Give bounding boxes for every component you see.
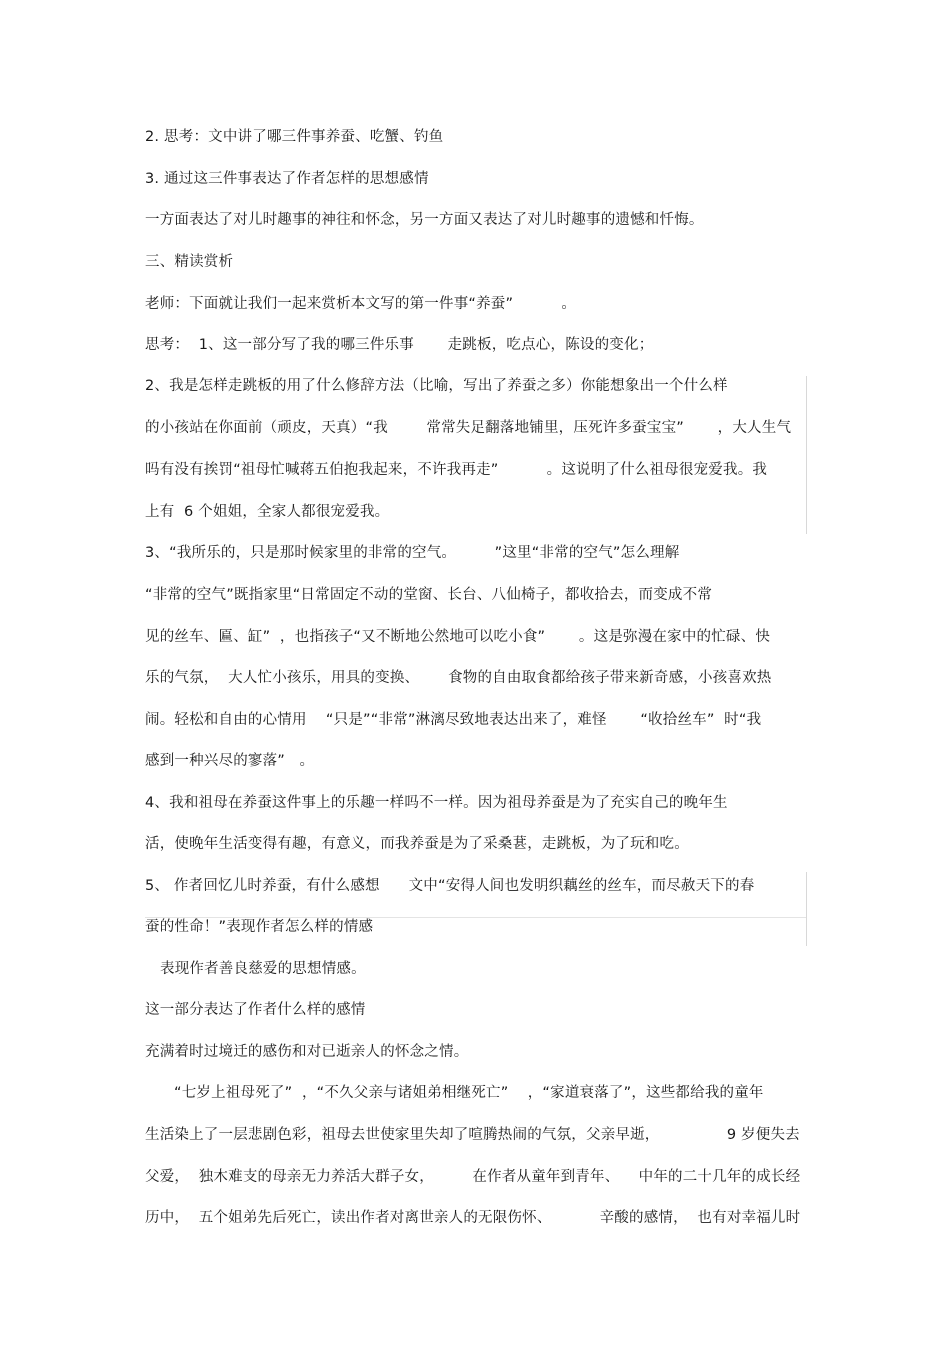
think-5-line-2: 蚕的性命！”表现作者怎么样的情感 <box>145 919 374 935</box>
summary-answer: 充满着时过境迁的感伤和对已逝亲人的怀念之情。 <box>145 1044 469 1060</box>
think-2-line-4: 上有 6 个姐姐，全家人都很宠爱我。 <box>145 504 390 520</box>
summary-question: 这一部分表达了作者什么样的感情 <box>145 1002 366 1018</box>
think-3-line-3: 见的丝车、匾、缸” ，也指孩子“又不断地公然地可以吃小食” 。这是弥漫在家中的忙碌、快 <box>145 629 771 645</box>
think-1: 思考： 1、这一部分写了我的哪三件乐事 走跳板，吃点心，陈设的变化； <box>145 337 654 353</box>
think-2-line-2: 的小孩站在你面前（顽皮，天真）“我 常常失足翻落地铺里，压死许多蚕宝宝” ，大人生气 <box>145 420 792 436</box>
think-3-line-2: “非常的空气”既指家里“日常固定不动的堂窗、长台、八仙椅子，都收拾去，而变成不常 <box>145 587 713 603</box>
think-4-line-1: 4、我和祖母在养蚕这件事上的乐趣一样吗不一样。因为祖母养蚕是为了充实自己的晚年生 <box>145 795 728 811</box>
think-3-line-6: 感到一种兴尽的寥落” 。 <box>145 753 315 769</box>
analysis-line-3: 父爱， 独木难支的母亲无力养活大群子女， 在作者从童年到青年、 中年的二十几年的成长经 <box>145 1169 801 1185</box>
analysis-line-4: 历中， 五个姐弟先后死亡，读出作者对离世亲人的无限伤怀、 辛酸的感情， 也有对幸福儿时 <box>145 1210 801 1226</box>
border-right-block-1 <box>806 376 807 534</box>
think-2-line-1: 2、我是怎样走跳板的用了什么修辞方法（比喻，写出了养蚕之多）你能想象出一个什么样 <box>145 378 728 394</box>
question-3: 3. 通过这三件事表达了作者怎样的思想感情 <box>145 171 429 187</box>
section-heading: 三、精读赏析 <box>145 254 234 270</box>
answer-3: 一方面表达了对儿时趣事的神往和怀念，另一方面又表达了对儿时趣事的遗憾和忏悔。 <box>145 212 704 228</box>
question-2: 2. 思考：文中讲了哪三件事养蚕、吃蟹、钓鱼 <box>145 129 444 145</box>
border-horizontal <box>145 917 806 918</box>
teacher-intro: 老师：下面就让我们一起来赏析本文写的第一件事“养蚕” 。 <box>145 296 577 312</box>
think-3-line-5: 闹。轻松和自由的心情用 “只是”“非常”淋漓尽致地表达出来了，难怪 “收拾丝车” 时“我 <box>145 712 762 728</box>
think-4-line-2: 活，使晚年生活变得有趣，有意义，而我养蚕是为了采桑葚，走跳板，为了玩和吃。 <box>145 836 689 852</box>
border-right-block-2 <box>806 872 807 946</box>
think-5-line-1: 5、 作者回忆儿时养蚕，有什么感想 文中“安得人间也发明织藕丝的丝车，而尽赦天下的春 <box>145 878 755 894</box>
think-3-line-1: 3、“我所乐的，只是那时候家里的非常的空气。 ”这里“非常的空气”怎么理解 <box>145 545 680 561</box>
analysis-line-2: 生活染上了一层悲剧色彩，祖母去世使家里失却了喧腾热闹的气氛，父亲早逝， 9 岁便失去 <box>145 1127 800 1143</box>
think-5-answer: 表现作者善良慈爱的思想情感。 <box>160 961 366 977</box>
analysis-line-1: “七岁上祖母死了” ，“不久父亲与诸姐弟相继死亡” ，“家道衰落了”，这些都给我的童年 <box>174 1085 764 1101</box>
think-3-line-4: 乐的气氛， 大人忙小孩乐，用具的变换、 食物的自由取食都给孩子带来新奇感，小孩喜欢热 <box>145 670 772 686</box>
think-2-line-3: 吗有没有挨罚“祖母忙喊蒋五伯抱我起来，不许我再走” 。这说明了什么祖母很宠爱我。我 <box>145 462 768 478</box>
